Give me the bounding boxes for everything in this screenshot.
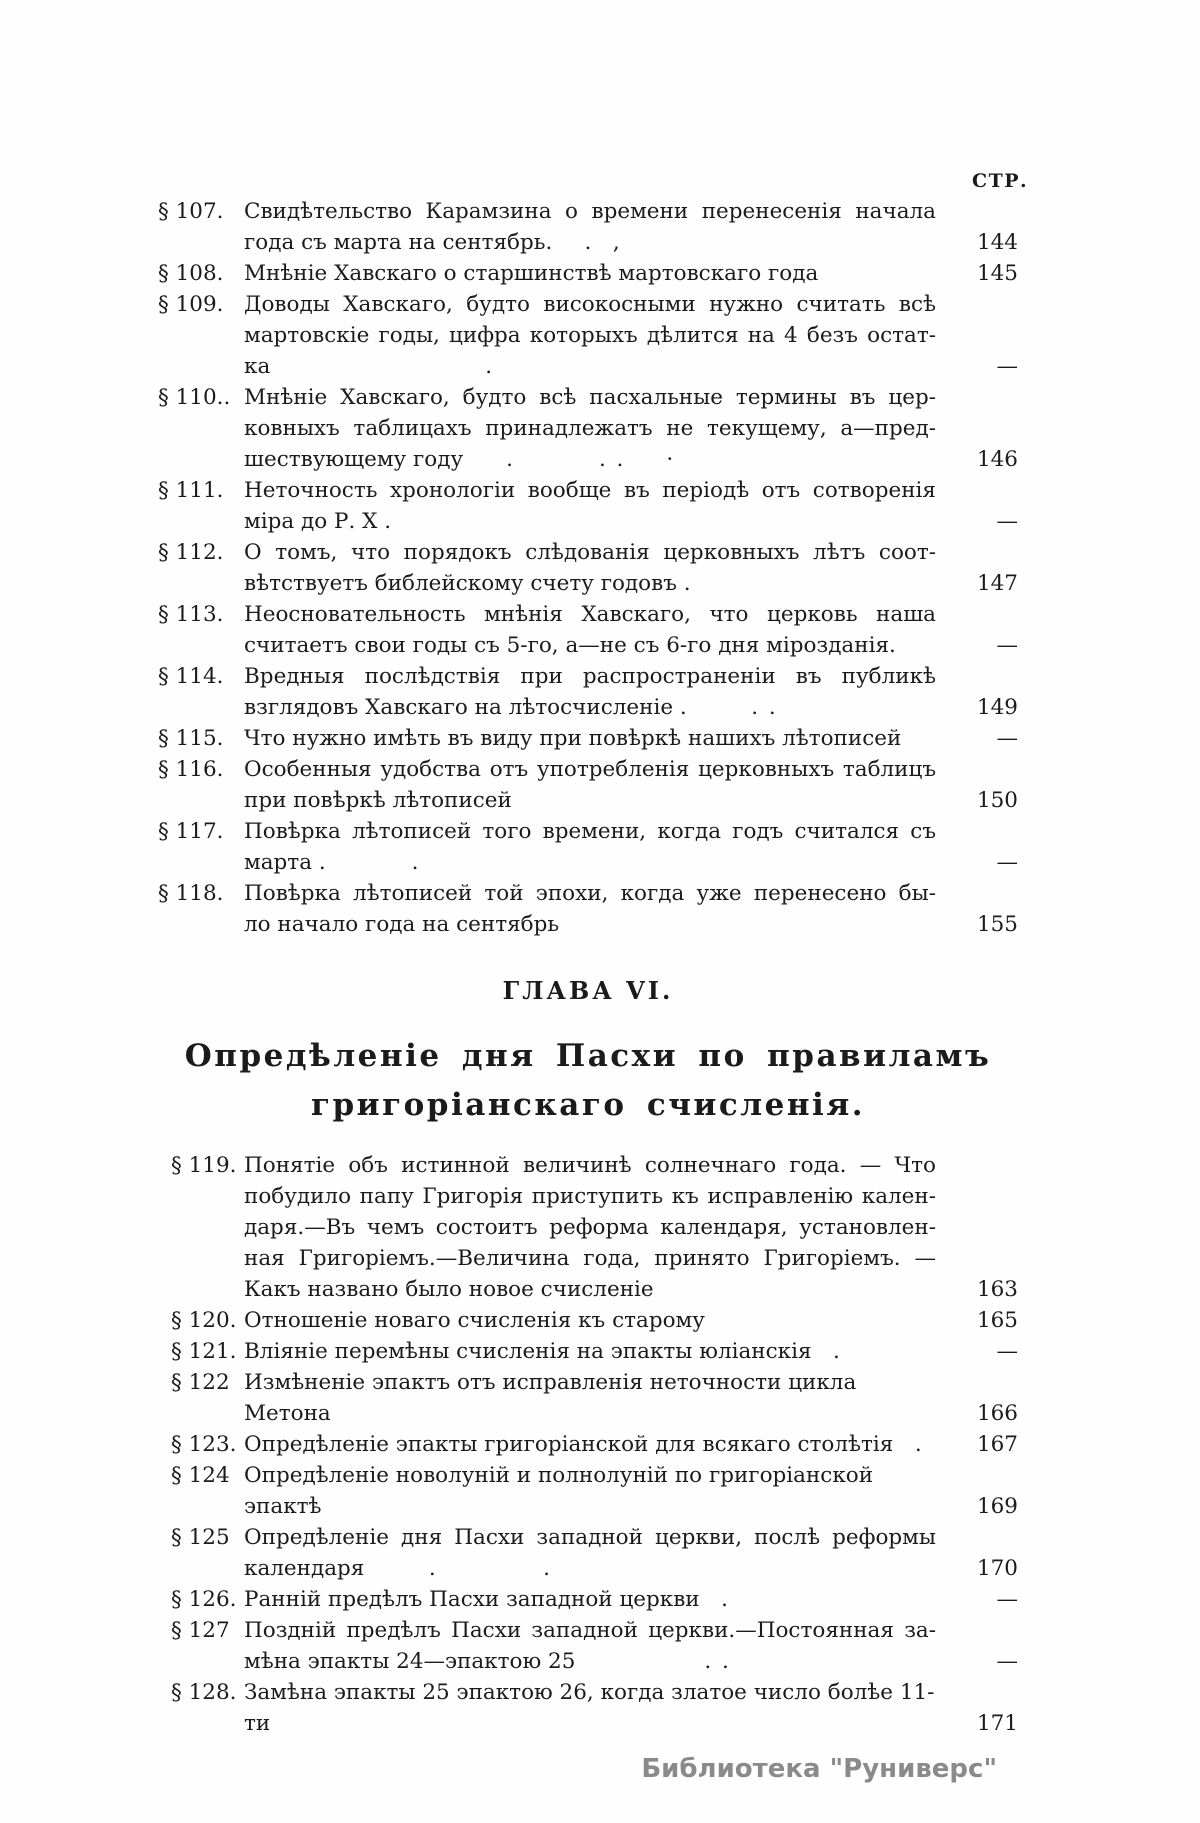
entry-page-number: 150 [976,788,1018,813]
entry-page-number: 155 [976,912,1018,937]
entry-text-line: Неточность хронологіи вообще въ періодѣ отъ сотворенія [244,478,936,503]
entry-text-line: ная Григоріемъ.—Величина года, принято Григоріемъ. — [244,1246,936,1271]
toc-entry [158,1150,1018,1305]
toc-entry [158,754,1018,816]
entry-text-line: Опредѣленіе дня Пасхи западной церкви, послѣ реформы [244,1525,936,1550]
entry-text [244,754,936,816]
toc-entry [158,599,1018,661]
toc-entry [158,1305,1018,1336]
entry-page-number: — [996,726,1018,751]
entry-text [244,196,936,258]
entry-text [244,816,936,878]
entry-page-number: 149 [976,695,1018,720]
toc-entry [158,1336,1018,1367]
entry-text [244,1336,936,1367]
toc-entry [158,1615,1018,1677]
entry-text-line: Что нужно имѣть въ виду при повѣркѣ нашихъ лѣтописей [244,726,902,751]
entry-text-line: О томъ, что порядокъ слѣдованія церковныхъ лѣтъ соот- [244,540,936,565]
entry-section-number: § 125 [171,1525,230,1550]
chapter-title-line2: григоріанскаго счисленія. [310,1087,866,1123]
entry-text-line: ковныхъ таблицахъ принадлежатъ не текущему, а—пред- [244,416,936,441]
entry-section-number: § 112. [158,540,224,565]
entry-text-line: Вліяніе перемѣны счисленія на эпакты юліанскія . [244,1339,840,1364]
entry-section-number: § 111. [158,478,224,503]
toc-entry [158,661,1018,723]
entry-text-line: Свидѣтельство Карамзина о времени перенесенія начала [244,199,936,224]
entry-text-line: Неосновательность мнѣнія Хавскаго, что церковь наша [244,602,936,627]
toc-entry [158,1367,1018,1429]
entry-text-line: Повѣрка лѣтописей того времени, когда годъ считался съ [244,819,936,844]
entry-page-number: — [996,1339,1018,1364]
toc-entry [158,382,1018,475]
toc-entry [158,1584,1018,1615]
entry-text-line: при повѣркѣ лѣтописей [244,788,512,813]
entry-text [244,723,936,754]
chapter-heading-block [158,976,1018,1130]
entry-section-number: § 126. [171,1587,237,1612]
toc-entry [158,723,1018,754]
entry-text-line: Поздній предѣлъ Пасхи западной церкви.—Постоянная за- [244,1618,936,1643]
entry-section-number: § 119. [171,1153,237,1178]
entry-page-number: — [996,633,1018,658]
entry-text-line: марта . . [244,850,419,875]
entry-section-number: § 122 [171,1370,230,1395]
page-column-header: СТР. [972,170,1029,192]
entry-page-number: 170 [976,1556,1018,1581]
toc-entry [158,1460,1018,1522]
entry-text-line: Повѣрка лѣтописей той эпохи, когда уже перенесено бы- [244,881,936,906]
entry-text-line: даря.—Въ чемъ состоитъ реформа календаря, установлен- [244,1215,936,1240]
entry-section-number: § 113. [158,602,224,627]
toc-entry [158,1677,1018,1739]
entry-text-line: считаетъ свои годы съ 5-го, а—не съ 6-го дня мірозданія. [244,633,896,658]
entry-page-number: — [996,1649,1018,1674]
entry-section-number: § 115. [158,726,224,751]
entry-text [244,382,936,475]
toc-entry [158,289,1018,382]
entry-text-line: ка . [244,354,493,379]
entry-text-line: мѣна эпакты 24—эпактою 25 . . [244,1649,729,1674]
entry-text [244,1584,936,1615]
entry-text [244,1150,936,1305]
entry-section-number: § 128. [171,1680,237,1705]
entry-text-line: Опредѣленіе эпакты григоріанской для всякаго столѣтія . [244,1432,922,1457]
entry-text-line: Особенныя удобства отъ употребленія церковныхъ таблицъ [244,757,936,782]
entry-text [244,258,936,289]
entry-text-line: года съ марта на сентябрь. . , [244,230,620,255]
toc-entries-top [158,196,1018,940]
entry-page-number: 145 [976,261,1018,286]
entry-section-number: § 110.. [158,385,231,410]
chapter-kicker: ГЛАВА VI. [502,976,674,1005]
entry-page-number: — [996,509,1018,534]
entry-text [244,475,936,537]
entry-text-line: взглядовъ Хавскаго на лѣтосчисленіе . . . [244,695,776,720]
toc-entry [158,1522,1018,1584]
entry-text-line: Доводы Хавскаго, будто високосными нужно считать всѣ [244,292,936,317]
entry-text-line: вѣтствуетъ библейскому счету годовъ . [244,571,691,596]
entry-text-line: мартовскіе годы, цифра которыхъ дѣлится на 4 безъ остат- [244,323,936,348]
entry-section-number: § 116. [158,757,224,782]
entry-text-line: Мнѣніе Хавскаго, будто всѣ пасхальные термины въ цер- [244,385,936,410]
toc-entry [158,1429,1018,1460]
entry-text [244,878,936,940]
entry-text [244,1677,936,1739]
entry-text [244,289,936,382]
toc-entry [158,816,1018,878]
entry-text [244,1522,936,1584]
entry-text-line: Отношеніе новаго счисленія къ старому [244,1308,705,1333]
entry-section-number: § 107. [158,199,224,224]
entry-text-line: побудило папу Григорія приступить къ исправленію кален- [244,1184,936,1209]
table-of-contents [158,196,1018,1739]
entry-page-number: 146 [976,447,1018,472]
entry-section-number: § 120. [171,1308,237,1333]
chapter-title-line1: Опредѣленіе дня Пасхи по правиламъ [184,1038,992,1074]
entry-text [244,599,936,661]
entry-page-number: 147 [976,571,1018,596]
entry-section-number: § 109. [158,292,224,317]
entry-text [244,1367,936,1429]
toc-entry [158,196,1018,258]
toc-entry [158,258,1018,289]
watermark: Библиотека "Руниверс" [641,1754,997,1784]
entry-text [244,1305,936,1336]
toc-entry [158,878,1018,940]
entry-section-number: § 127 [171,1618,230,1643]
entry-page-number: — [996,354,1018,379]
entry-section-number: § 124 [171,1463,230,1488]
toc-entry [158,475,1018,537]
entry-text-line: Понятіе объ истинной величинѣ солнечнаго года. — Что [244,1153,936,1178]
entry-page-number: — [996,850,1018,875]
entry-page-number: 163 [976,1277,1018,1302]
entry-section-number: § 108. [158,261,224,286]
entry-page-number: 169 [976,1494,1018,1519]
entry-text-line: Ранній предѣлъ Пасхи западной церкви . [244,1587,728,1612]
entry-text-line: шествующему году . . . · [244,447,674,472]
entry-section-number: § 121. [171,1339,237,1364]
entry-text [244,1460,936,1522]
entry-section-number: § 114. [158,664,224,689]
entry-text-line: Замѣна эпакты 25 эпактою 26, когда златое число болѣе 11-ти [244,1680,935,1736]
entry-text-line: Опредѣленіе новолуній и полнолуній по григоріанской эпактѣ [244,1463,874,1519]
entry-page-number: 165 [976,1308,1018,1333]
entry-text [244,1615,936,1677]
entry-section-number: § 117. [158,819,224,844]
entry-page-number: 167 [976,1432,1018,1457]
entry-text-line: Какъ названо было новое счисленіе [244,1277,654,1302]
entry-page-number: 144 [976,230,1018,255]
entry-text [244,537,936,599]
toc-entry [158,537,1018,599]
toc-entries-bottom [158,1150,1018,1739]
entry-section-number: § 123. [171,1432,237,1457]
entry-page-number: 166 [976,1401,1018,1426]
entry-text [244,1429,936,1460]
entry-text-line: календаря . . [244,1556,551,1581]
entry-text-line: Измѣненіе эпактъ отъ исправленія неточности цикла Метона [244,1370,857,1426]
entry-text [244,661,936,723]
entry-text-line: міра до Р. Х . [244,509,392,534]
entry-page-number: — [996,1587,1018,1612]
entry-text-line: Мнѣніе Хавскаго о старшинствѣ мартовскаго года [244,261,819,286]
entry-text-line: Вредныя послѣдствія при распространеніи въ публикѣ [244,664,936,689]
entry-page-number: 171 [976,1711,1018,1736]
entry-text-line: ло начало года на сентябрь [244,912,560,937]
entry-section-number: § 118. [158,881,224,906]
